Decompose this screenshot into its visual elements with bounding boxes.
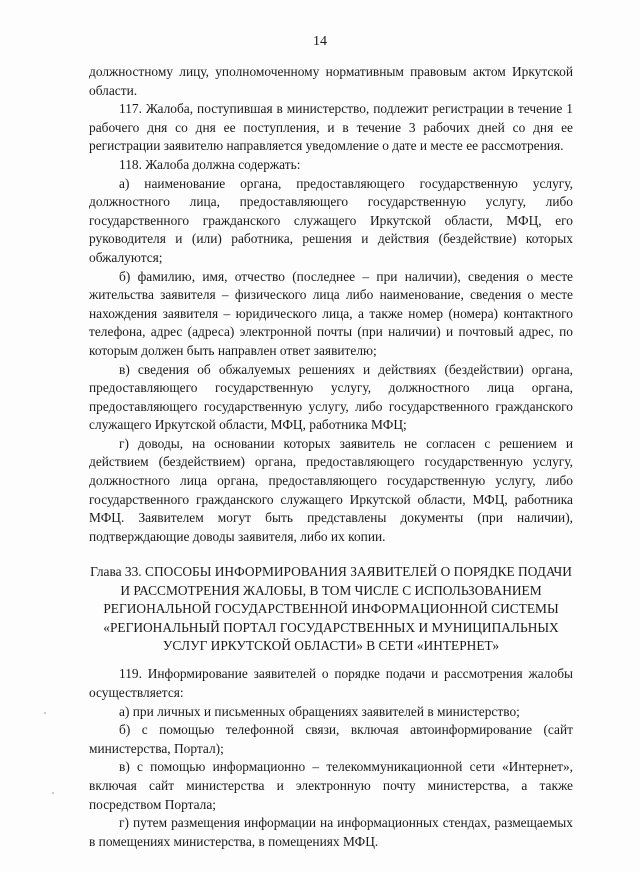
chapter-heading: Глава 33. СПОСОБЫ ИНФОРМИРОВАНИЯ ЗАЯВИТЕЛЕЙ О ПОРЯДКЕ ПОДАЧИ И РАССМОТРЕНИЯ ЖАЛОБЫ, В ТОМ ЧИСЛЕ С ИСПОЛЬЗОВАНИЕМ РЕГИОНАЛЬНОЙ ГОСУДАРСТВЕННОЙ ИНФОРМАЦИОННОЙ СИСТЕМЫ «РЕГИОНАЛЬНЫЙ ПОРТАЛ ГОСУДАРСТВЕННЫХ И МУНИЦИПАЛЬНЫХ УСЛУГ ИРКУТСКОЙ ОБЛАСТИ» В СЕТИ «ИНТЕРНЕТ»	[90, 564, 572, 654]
paragraph-118-g: г) доводы, на основании которых заявитель не согласен с решением и действием (бездействием) органа, предоставляющего государственную услугу, должностного лица органа, предоставляющего государственную услугу, либо государственного гражданского служащего Иркутской области, МФЦ, работника МФЦ. Заявителем могут быть представлены документы (при наличии), подтверждающие доводы заявителя, либо их копии.	[89, 435, 573, 544]
scan-speck	[52, 792, 54, 794]
page-number: 14	[313, 34, 327, 49]
paragraph-119-g: г) путем размещения информации на информационных стендах, размещаемых в помещениях министерства, в помещениях МФЦ.	[89, 815, 573, 849]
paragraph-119-a: а) при личных и письменных обращениях заявителей в министерство;	[119, 703, 520, 719]
paragraph-118: 118. Жалоба должна содержать:	[119, 156, 301, 172]
paragraph-118-a: а) наименование органа, предоставляющего государственную услугу, должностного лица, предоставляющего государственную услугу, либо государственного гражданского служащего Иркутской области, МФЦ, его руководителя и (или) работника, решения и действия (бездействие) которых обжалуются;	[89, 175, 573, 265]
document-body	[89, 63, 573, 851]
scan-speck	[44, 712, 46, 714]
paragraph-118-b: б) фамилию, имя, отчество (последнее – при наличии), сведения о месте жительства заявителя – физического лица либо наименование, сведения о месте нахождения заявителя – юридического лица, а также номер (номера) контактного телефона, адрес (адреса) электронной почты (при наличии) и почтовый адрес, по которым должен быть направлен ответ заявителю;	[89, 268, 573, 358]
paragraph-119-b: б) с помощью телефонной связи, включая автоинформирование (сайт министерства, Портал);	[89, 722, 573, 756]
paragraph-continuation: должностному лицу, уполномоченному нормативным правовым актом Иркутской области.	[89, 64, 573, 98]
paragraph-119: 119. Информирование заявителей о порядке подачи и рассмотрения жалобы осуществляется:	[89, 666, 573, 701]
paragraph-119-v: в) с помощью информационно – телекоммуникационной сети «Интернет», включая сайт министерства и электронную почту министерства, а также посредством Портала;	[89, 759, 573, 812]
paragraph-118-v: в) сведения об обжалуемых решениях и действиях (бездействии) органа, предоставляющего государственную услугу, должностного лица органа, предоставляющего государственную услугу, либо государственного гражданского служащего Иркутской области, МФЦ, работника МФЦ;	[89, 361, 573, 433]
paragraph-117: 117. Жалоба, поступившая в министерство, подлежит регистрации в течение 1 рабочего дня со дня ее поступления, и в течение 3 рабочих дней со дня ее регистрации заявителю направляется уведомление о дате и месте ее рассмотрения.	[89, 101, 573, 154]
